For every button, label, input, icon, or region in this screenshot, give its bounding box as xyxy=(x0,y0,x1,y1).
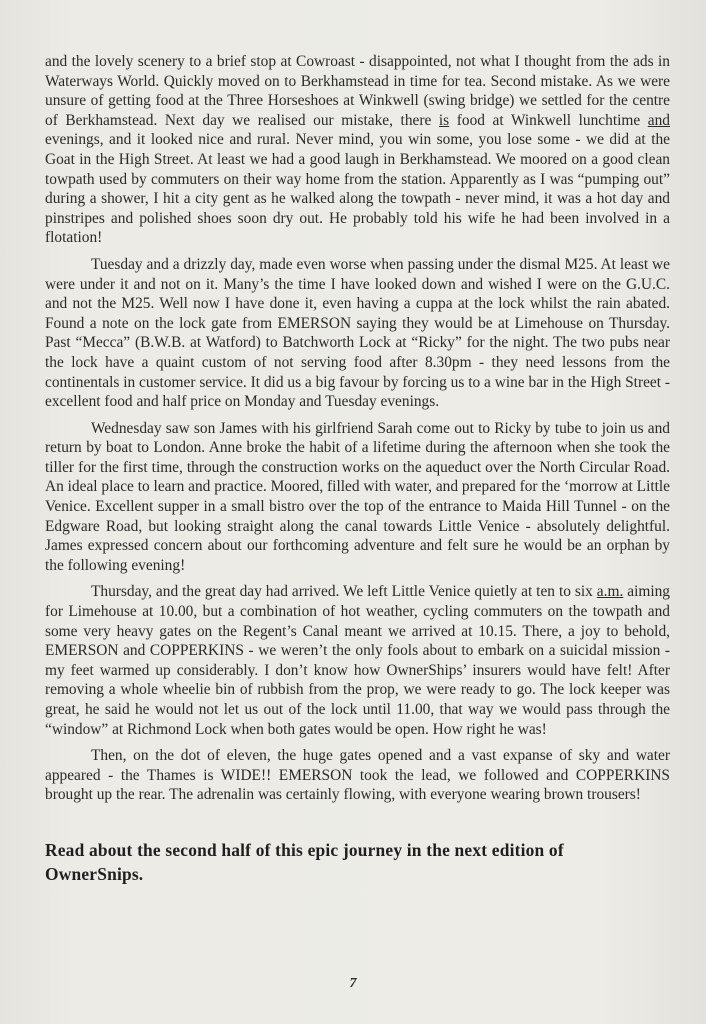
paragraph-text: Then, on the dot of eleven, the huge gates opened and a vast expanse of sky and water appeared - the Thames is WIDE!! EMERSON took the lead, we followed and COPPERKINS brought up the rear. The adrenalin was certainly flowing, with everyone wearing brown trousers! xyxy=(45,747,670,804)
underlined-text: is xyxy=(438,111,450,129)
paragraph xyxy=(45,52,670,248)
paragraph-text: Tuesday and a drizzly day, made even worse when passing under the dismal M25. At least we were under it and not on it. Many’s the time I have looked down and wished I were on the G.U.C. and not the M25. Well now I have done it, even having a cuppa at the lock whilst the rain abated. Found a note on the lock gate from EMERSON saying they would be at Limehouse on Thursday. Past “Mecca” (B.W.B. at Watford) to Batchworth Lock at “Ricky” for the night. The two pubs near the lock have a quaint custom of not serving food after 8.30pm - they need lessons from the continentals in customer service. It did us a big favour by forcing us to a wine bar in the High Street - excellent food and half price on Monday and Tuesday evenings. xyxy=(45,255,670,411)
paragraph-text: and the lovely scenery to a brief stop at Cowroast - disappointed, not what I thought from the ads in Waterways World. Quickly moved on to Berkhamstead in time for tea. Second mistake. As we were unsure of getting food at the Three Horseshoes at Winkwell (swing bridge) we settled for the centre of Berkhamstead. Next day we realised our mistake, there xyxy=(45,53,670,129)
article-body xyxy=(45,52,670,805)
paragraph-text: food at Winkwell lunchtime xyxy=(449,111,648,129)
paragraph-text: aiming for Limehouse at 10.00, but a combination of hot weather, cycling commuters on the towpath and some very heavy gates on the Regent’s Canal meant we arrived at 10.15. There, a joy to behold, EMERSON and COPPERKINS - we weren’t the only fools about to embark on a suicidal mission - my feet warmed up considerably. I don’t know how OwnerShips’ insurers would have felt! After removing a whole wheelie bin of rubbish from the prop, we were ready to go. The lock keeper was great, he said he would not let us out of the lock until 11.00, that way we would pass through the “window” at Richmond Lock when both gates would be open. How right he was! xyxy=(45,583,670,738)
paragraph-text: Thursday, and the great day had arrived. We left Little Venice quietly at ten to six xyxy=(91,583,597,601)
paragraph xyxy=(45,419,670,576)
paragraph-text: evenings, and it looked nice and rural. Never mind, you win some, you lose some - we did at the Goat in the High Street. At least we had a good laugh in Berkhamstead. We moored on a good clean towpath used by commuters on their way home from the station. Apparently as I was “pumping out” during a shower, I hit a city gent as he walked along the towpath - never mind, it was a hot day and pinstripes and polished shoes soon dry out. He probably told his wife he had been involved in a flotation! xyxy=(45,131,670,247)
paragraph-text: Wednesday saw son James with his girlfriend Sarah come out to Ricky by tube to join us and return by boat to London. Anne broke the habit of a lifetime during the afternoon when she took the tiller for the first time, through the construction works on the aqueduct over the North Circular Road. An ideal place to learn and practice. Moored, filled with water, and prepared for the ‘morrow at Little Venice. Excellent supper in a small bistro over the top of the entrance to Maida Hill Tunnel - on the Edgware Road, but looking straight along the canal towards Little Venice - absolutely delightful. James expressed concern about our forthcoming adventure and felt sure he would be an orphan by the following evening! xyxy=(45,419,671,574)
paragraph xyxy=(45,582,670,739)
underlined-text: a.m. xyxy=(596,583,624,601)
paragraph xyxy=(45,746,670,805)
underlined-text: and xyxy=(647,111,670,129)
paragraph xyxy=(45,255,670,412)
closing-note: Read about the second half of this epic journey in the next edition of OwnerSnips. xyxy=(45,839,564,884)
page-number: 7 xyxy=(349,976,357,991)
